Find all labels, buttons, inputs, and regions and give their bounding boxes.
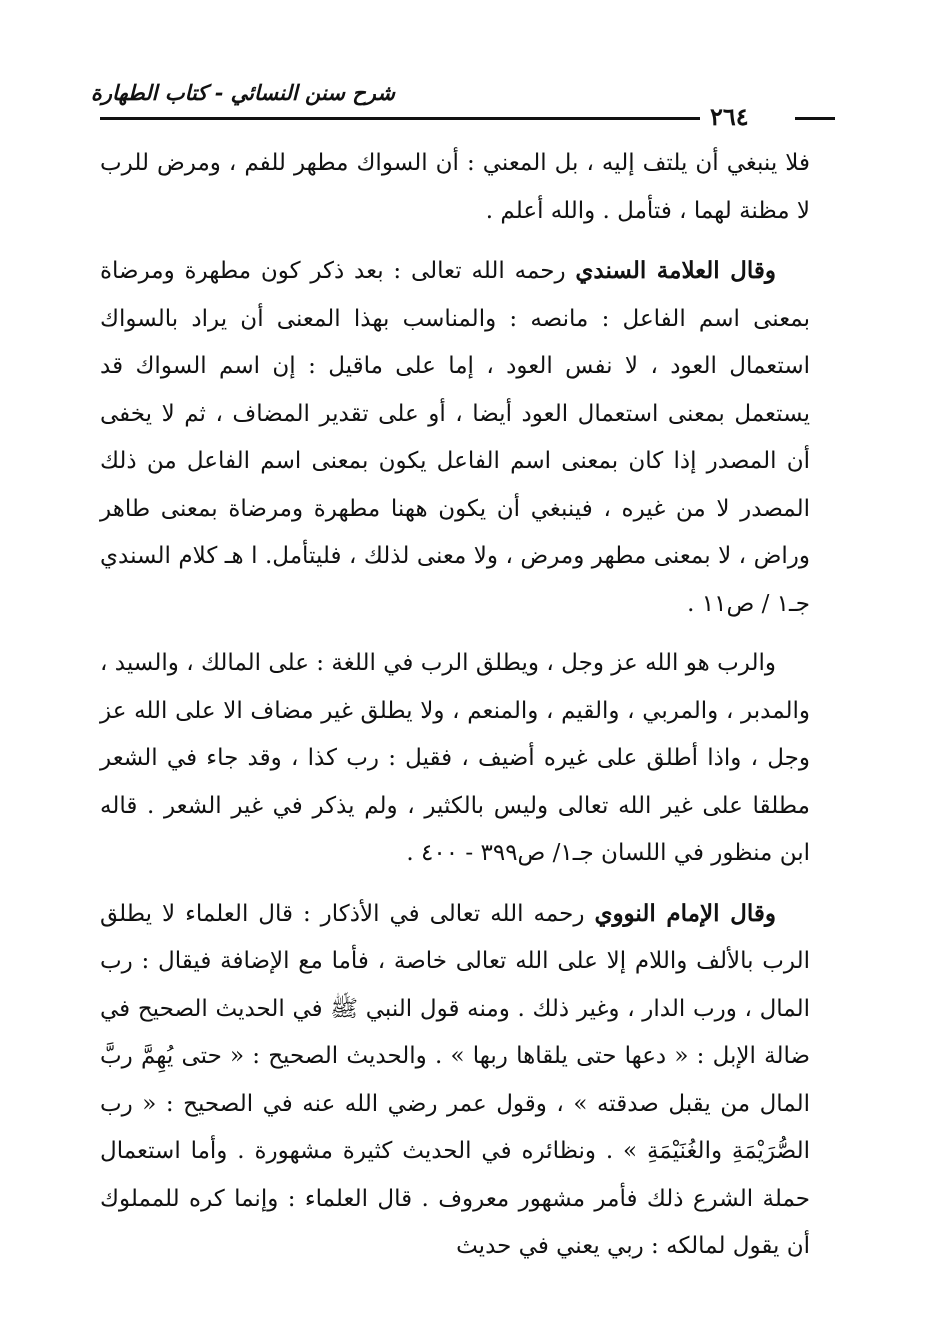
paragraph-lead: وقال الإمام النووي [594,899,776,927]
body-text [100,140,810,1283]
paragraph-2 [100,247,810,628]
header-rule-right [795,117,835,120]
page-number: ٢٦٤ [710,102,749,131]
paragraph-text: رحمه الله تعالى : بعد ذكر كون مطهرة ومرضاة بمعنى اسم الفاعل : مانصه : والمناسب بهذا المعنى أن يراد بالسواك استعمال العود ، لا نفس العود ، إما على ماقيل : إن اسم السواك قد يستعمل بمعنى استعمال العود أيضا ، أو على تقدير المضاف ، ثم لا يخفى أن المصدر إذا كان بمعنى اسم الفاعل يكون بمعنى اسم الفاعل من ذلك المصدر لا من غيره ، فينبغي أن يكون ههنا مطهرة ومرضاة بمعنى طاهر وراض ، لا بمعنى مطهر ومرض ، ولا معنى لذلك ، فليتأمل. ا هـ كلام السندي جـ١ / ص١١ . [100,258,810,617]
paragraph-text: والرب هو الله عز وجل ، ويطلق الرب في اللغة : على المالك ، والسيد ، والمدبر ، والمربي ، والقيم ، والمنعم ، ولا يطلق غير مضاف الا على الله عز وجل ، واذا أطلق على غيره أضيف ، فقيل : رب كذا ، وقد جاء في الشعر مطلقا على غير الله تعالى وليس بالكثير ، ولم يذكر في غير الشعر . قاله ابن منظور في اللسان جـ١/ ص٣٩٩ - ٤٠٠ . [100,650,810,866]
paragraph-3 [100,640,810,878]
paragraph-1 [100,140,810,235]
paragraph-text: رحمه الله تعالى في الأذكار : قال العلماء لا يطلق الرب بالألف واللام إلا على الله تعالى خاصة ، فأما مع الإضافة فيقال : رب المال ، ورب الدار ، وغير ذلك . ومنه قول النبي ﷺ في الحديث الصحيح في ضالة الإبل : « دعها حتى يلقاها ربها » . والحديث الصحيح : « حتى يُهِمَّ ربَّ المال من يقبل صدقته » ، وقول عمر رضي الله عنه في الصحيح : « رب الصُّرَيْمَةِ والغُنَيْمَةِ » . ونظائره في الحديث كثيرة مشهورة . وأما استعمال حملة الشرع ذلك فأمر مشهور معروف . قال العلماء : وإنما كره للمملوك أن يقول لمالكه : ربي يعني في حديث [100,900,810,1259]
paragraph-lead: وقال العلامة السندي [575,257,776,284]
paragraph-4 [100,890,810,1271]
header-title: شرح سنن النسائي - كتاب الطهارة [90,80,395,105]
paragraph-text: فلا ينبغي أن يلتف إليه ، بل المعني : أن السواك مطهر للفم ، ومرض للرب لا مظنة لهما ، فتأمل . والله أعلم . [100,150,810,224]
header-rule-left [100,117,700,120]
running-header [90,78,835,131]
